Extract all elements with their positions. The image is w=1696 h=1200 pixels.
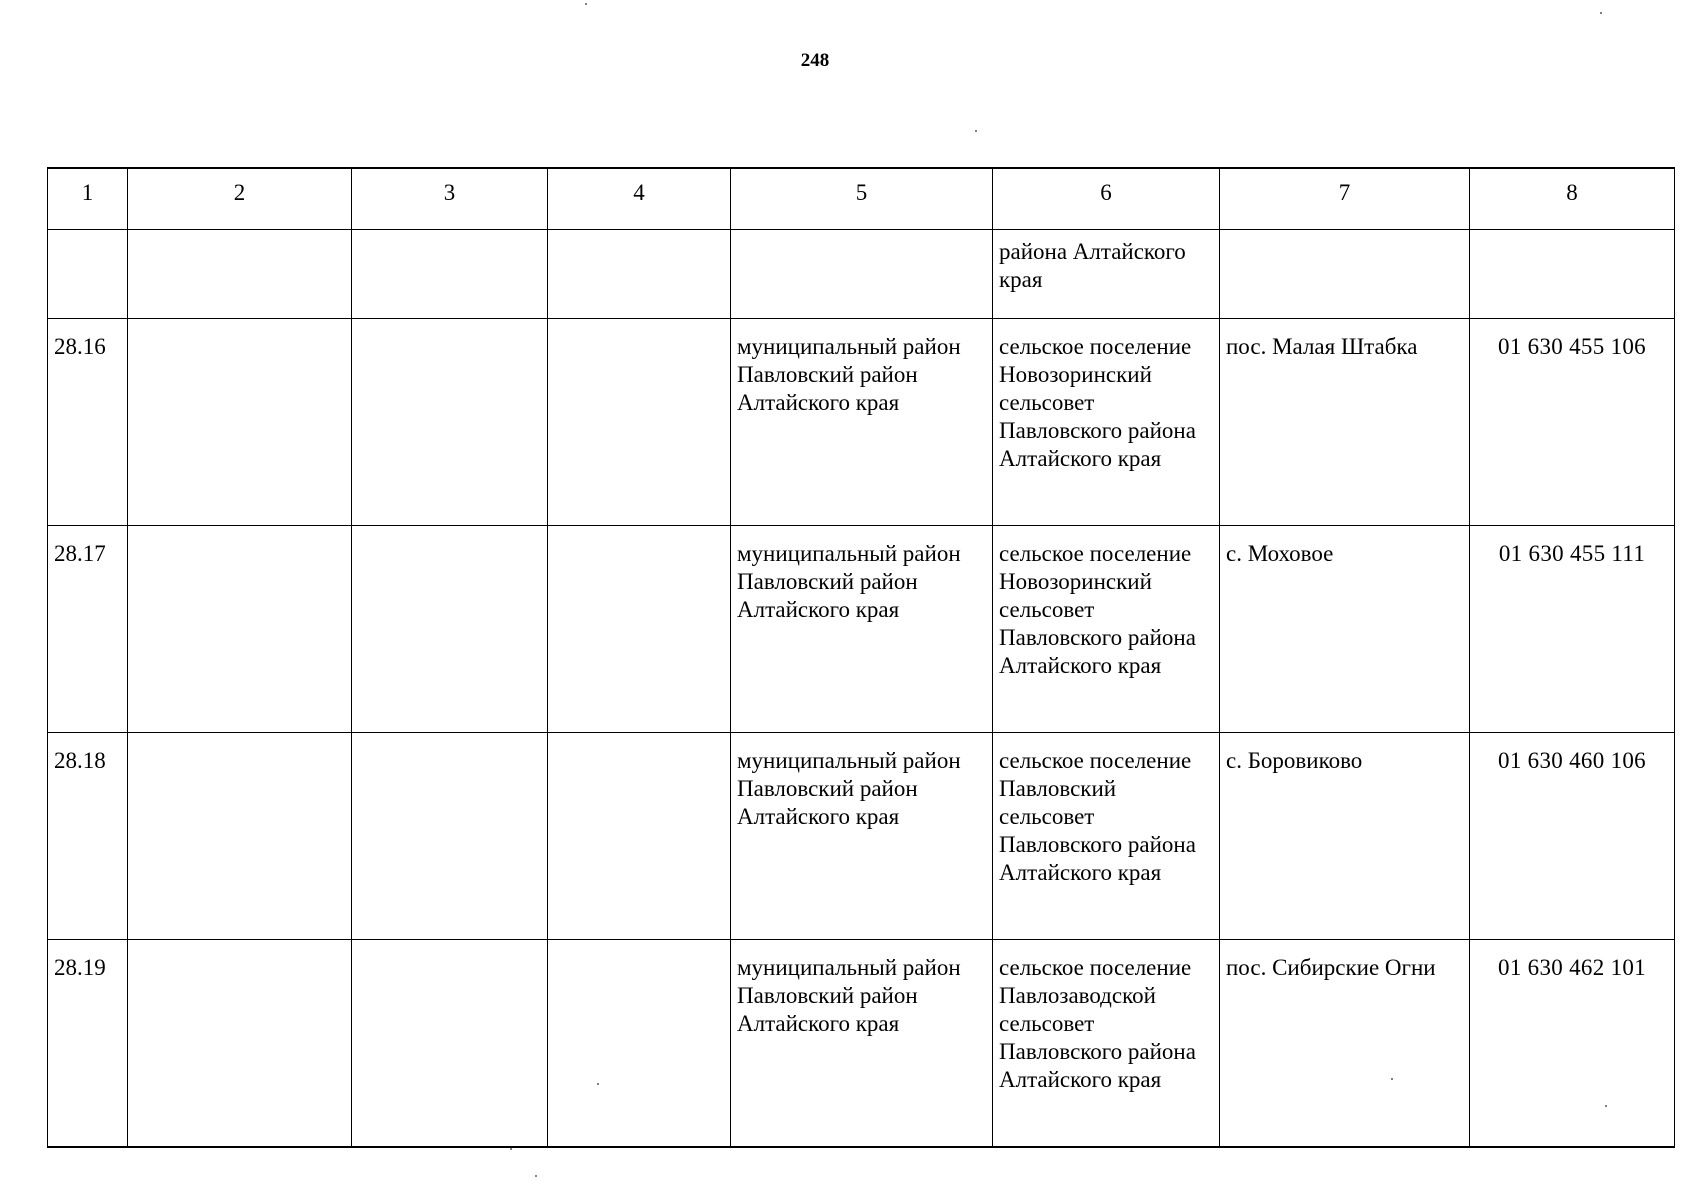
settlement-cell: сельское поселение Павловский сельсовет Павловского района Алтайского края <box>993 733 1220 940</box>
code-cell: 01 630 455 106 <box>1470 319 1675 526</box>
settlement-cell: сельское поселение Павлозаводской сельсовет Павловского района Алтайского края <box>993 940 1220 1148</box>
municipal-district-cell: муниципальный район Павловский район Алтайского края <box>731 319 993 526</box>
table-cell <box>352 230 548 319</box>
table-cell <box>1470 230 1675 319</box>
continuation-row <box>48 230 1675 319</box>
table-cell <box>548 940 731 1148</box>
locality-cell: пос. Малая Штабка <box>1220 319 1470 526</box>
data-table <box>47 167 1675 1148</box>
code-cell: 01 630 462 101 <box>1470 940 1675 1148</box>
table-cell <box>128 230 352 319</box>
column-header: 3 <box>352 168 548 230</box>
column-header: 2 <box>128 168 352 230</box>
table-cell <box>128 940 352 1148</box>
table-cell <box>548 230 731 319</box>
locality-cell: пос. Сибирские Огни <box>1220 940 1470 1148</box>
scan-speck <box>510 1148 512 1150</box>
table-row <box>48 733 1675 940</box>
settlement-cell: сельское поселение Новозоринский сельсовет Павловского района Алтайского края <box>993 319 1220 526</box>
table-cell <box>548 526 731 733</box>
scan-speck <box>597 1083 599 1085</box>
locality-cell: с. Моховое <box>1220 526 1470 733</box>
column-header-row <box>48 168 1675 230</box>
table-cell <box>352 526 548 733</box>
table-row <box>48 319 1675 526</box>
code-cell: 01 630 460 106 <box>1470 733 1675 940</box>
row-number-cell: 28.18 <box>48 733 128 940</box>
table-cell <box>352 319 548 526</box>
table-cell <box>1220 230 1470 319</box>
table-cell <box>352 940 548 1148</box>
scan-speck <box>1605 1105 1607 1107</box>
scan-speck <box>1391 1078 1393 1080</box>
table-cell <box>548 733 731 940</box>
page-number: 248 <box>800 50 830 71</box>
municipal-district-cell: муниципальный район Павловский район Алтайского края <box>731 733 993 940</box>
table-cell <box>128 526 352 733</box>
table-row <box>48 940 1675 1148</box>
column-header: 4 <box>548 168 731 230</box>
table-cell <box>352 733 548 940</box>
code-cell: 01 630 455 111 <box>1470 526 1675 733</box>
scan-speck <box>535 1175 537 1177</box>
column-header: 6 <box>993 168 1220 230</box>
column-header: 5 <box>731 168 993 230</box>
row-number-cell: 28.19 <box>48 940 128 1148</box>
scan-speck <box>585 3 587 5</box>
table-cell <box>128 733 352 940</box>
column-header: 7 <box>1220 168 1470 230</box>
settlement-cell: сельское поселение Новозоринский сельсовет Павловского района Алтайского края <box>993 526 1220 733</box>
table-cell <box>48 230 128 319</box>
table-cell <box>548 319 731 526</box>
row-number-cell: 28.16 <box>48 319 128 526</box>
scan-speck <box>975 130 977 132</box>
locality-cell: с. Боровиково <box>1220 733 1470 940</box>
column-header: 1 <box>48 168 128 230</box>
municipal-district-cell: муниципальный район Павловский район Алтайского края <box>731 526 993 733</box>
table-row <box>48 526 1675 733</box>
scan-speck <box>1600 12 1602 14</box>
table-cell <box>128 319 352 526</box>
table-cell <box>731 230 993 319</box>
settlement-cell: района Алтайского края <box>993 230 1220 319</box>
column-header: 8 <box>1470 168 1675 230</box>
municipal-district-cell: муниципальный район Павловский район Алтайского края <box>731 940 993 1148</box>
row-number-cell: 28.17 <box>48 526 128 733</box>
